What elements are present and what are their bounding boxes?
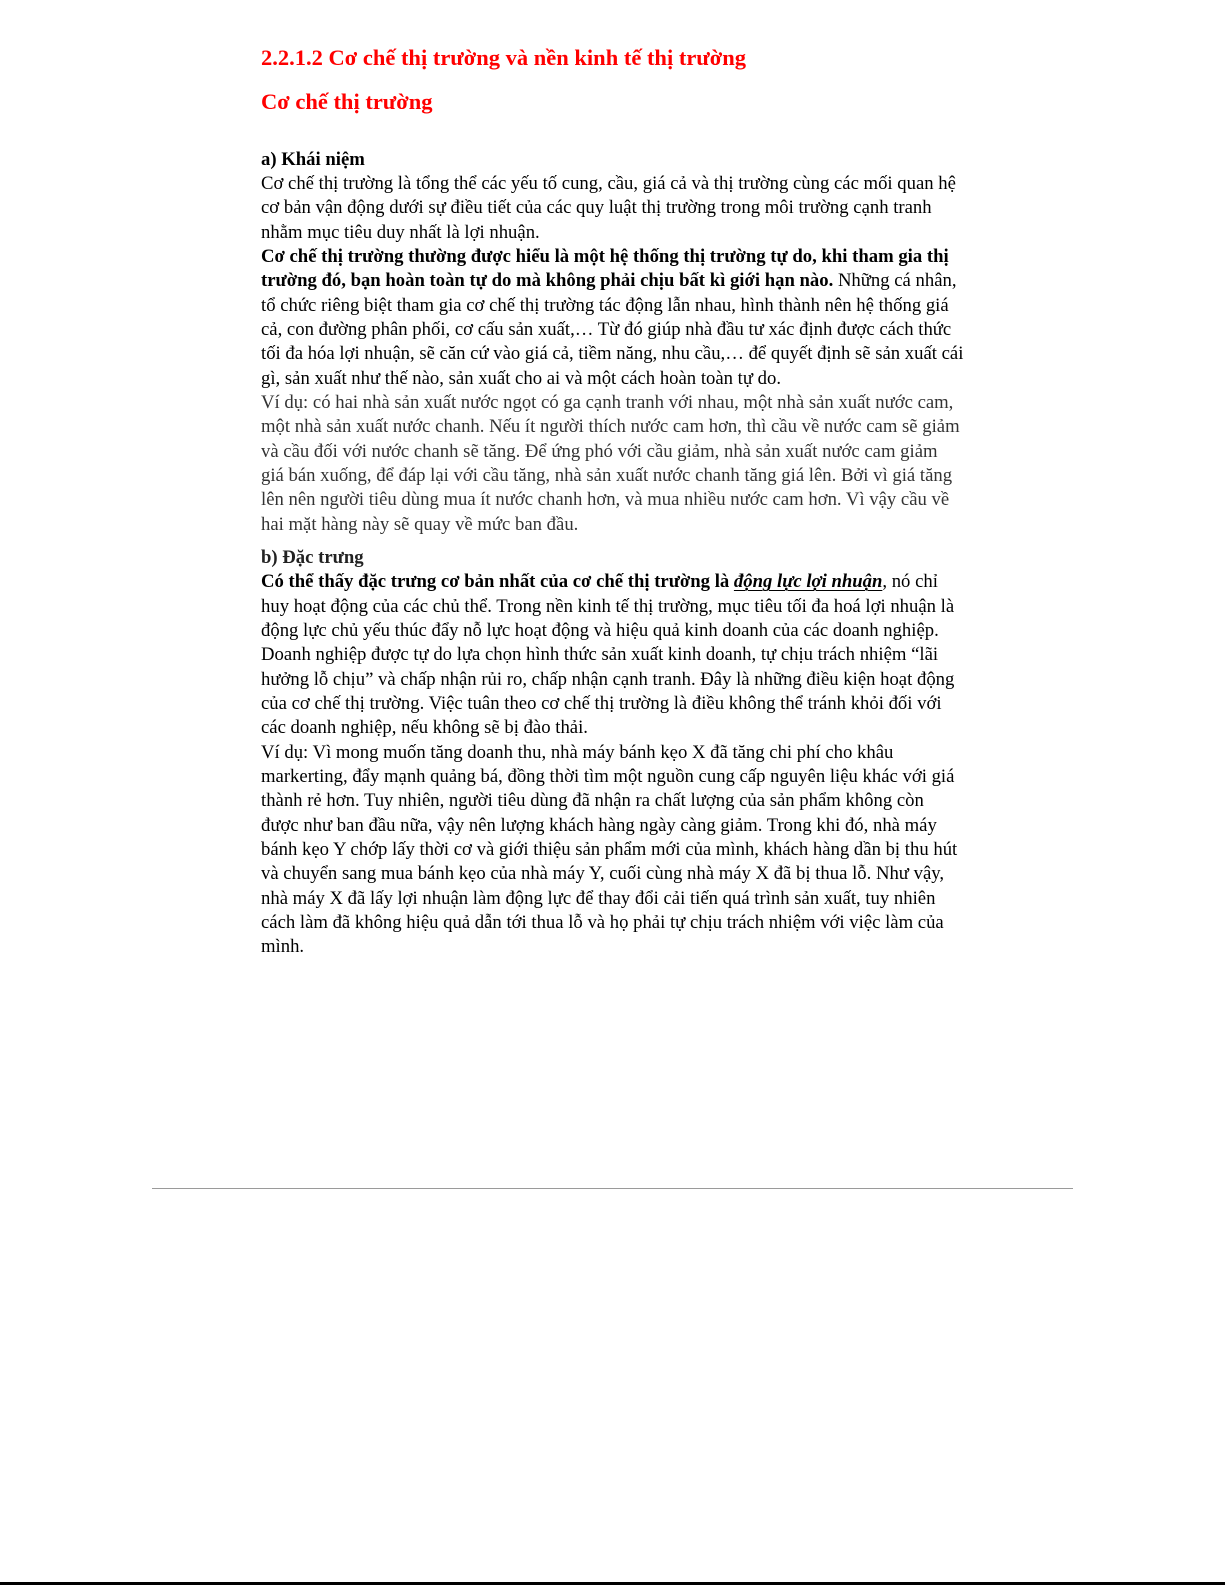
dac-trung-paragraph bbox=[261, 570, 965, 740]
khai-niem-heading: a) Khái niệm bbox=[261, 149, 365, 170]
khai-niem-example: Ví dụ: có hai nhà sản xuất nước ngọt có ga cạnh tranh với nhau, một nhà sản xuất nước cam, một nhà sản xuất nước chanh. Nếu ít người thích nước cam hơn, thì cầu về nước cam sẽ giảm và cầu đối với nước chanh sẽ tăng. Để ứng phó với cầu giảm, nhà sản xuất nước cam giảm giá bán xuống, để đáp lại với cầu tăng, nhà sản xuất nước chanh tăng giá lên. Bởi vì giá tăng lên nên người tiêu dùng mua ít nước chanh hơn, và mua nhiều nước cam hơn. Vì vậy cầu về hai mặt hàng này sẽ quay về mức ban đầu. bbox=[261, 392, 960, 535]
section-subtitle: Cơ chế thị trường bbox=[261, 89, 433, 114]
section-title: 2.2.1.2 Cơ chế thị trường và nền kinh tế thị trường bbox=[261, 45, 747, 70]
dac-trung-bold-lead: Có thể thấy đặc trưng cơ bản nhất của cơ chế thị trường là bbox=[261, 571, 734, 593]
dac-trung-rest: , nó chỉ huy hoạt động của các chủ thể. Trong nền kinh tế thị trường, mục tiêu tối đa hoá lợi nhuận là động lực chủ yếu thúc đẩy nỗ lực hoạt động và hiệu quả kinh doanh của các doanh nghiệp. Doanh nghiệp được tự do lựa chọn hình thức sản xuất kinh doanh, tự chịu trách nhiệm “lãi hưởng lỗ chịu” và chấp nhận rủi ro, chấp nhận cạnh tranh. Đây là những điều kiện hoạt động của cơ chế thị trường. Việc tuân theo cơ chế thị trường là điều không thể tránh khỏi đối với các doanh nghiệp, nếu không sẽ bị đào thải. bbox=[261, 571, 955, 739]
free-market-bold-sentence: Cơ chế thị trường thường được hiểu là một hệ thống thị trường tự do, khi tham gia thị trường đó, bạn hoàn toàn tự do mà không phải chịu bất kì giới hạn nào. bbox=[261, 246, 949, 292]
dac-trung-heading: b) Đặc trưng bbox=[261, 547, 364, 569]
dac-trung-example: Ví dụ: Vì mong muốn tăng doanh thu, nhà máy bánh kẹo X đã tăng chi phí cho khâu markerting, đẩy mạnh quảng bá, đồng thời tìm một nguồn cung cấp nguyên liệu khác với giá thành rẻ hơn. Tuy nhiên, người tiêu dùng đã nhận ra chất lượng của sản phẩm không còn được như ban đầu nữa, vậy nên lượng khách hàng ngày càng giảm. Trong khi đó, nhà máy bánh kẹo Y chớp lấy thời cơ và giới thiệu sản phẩm mới của mình, khách hàng dần bị thu hút và chuyển sang mua bánh kẹo của nhà máy Y, cuối cùng nhà máy X đã bị thua lỗ. Như vậy, nhà máy X đã lấy lợi nhuận làm động lực để thay đổi cải tiến quá trình sản xuất, tuy nhiên cách làm đã không hiệu quả dẫn tới thua lỗ và họ phải tự chịu trách nhiệm với việc làm của mình. bbox=[261, 741, 958, 958]
khai-niem-free-market-paragraph bbox=[261, 245, 965, 391]
document-page bbox=[261, 40, 965, 960]
dac-trung-emphasis: động lực lợi nhuận bbox=[733, 571, 883, 593]
page-divider bbox=[152, 1188, 1073, 1189]
khai-niem-paragraph: Cơ chế thị trường là tổng thể các yếu tố cung, cầu, giá cả và thị trường cùng các mối quan hệ cơ bản vận động dưới sự điều tiết của các quy luật thị trường trong môi trường cạnh tranh nhằm mục tiêu duy nhất là lợi nhuận. bbox=[261, 173, 956, 243]
free-market-rest: Những cá nhân, tổ chức riêng biệt tham gia cơ chế thị trường tác động lẫn nhau, hình thành nên hệ thống giá cả, con đường phân phối, cơ cấu sản xuất,… Từ đó giúp nhà đầu tư xác định được cách thức tối đa hóa lợi nhuận, sẽ căn cứ vào giá cả, tiềm năng, nhu cầu,… để quyết định sẽ sản xuất cái gì, sản xuất như thế nào, sản xuất cho ai và một cách hoàn toàn tự do. bbox=[261, 270, 964, 389]
